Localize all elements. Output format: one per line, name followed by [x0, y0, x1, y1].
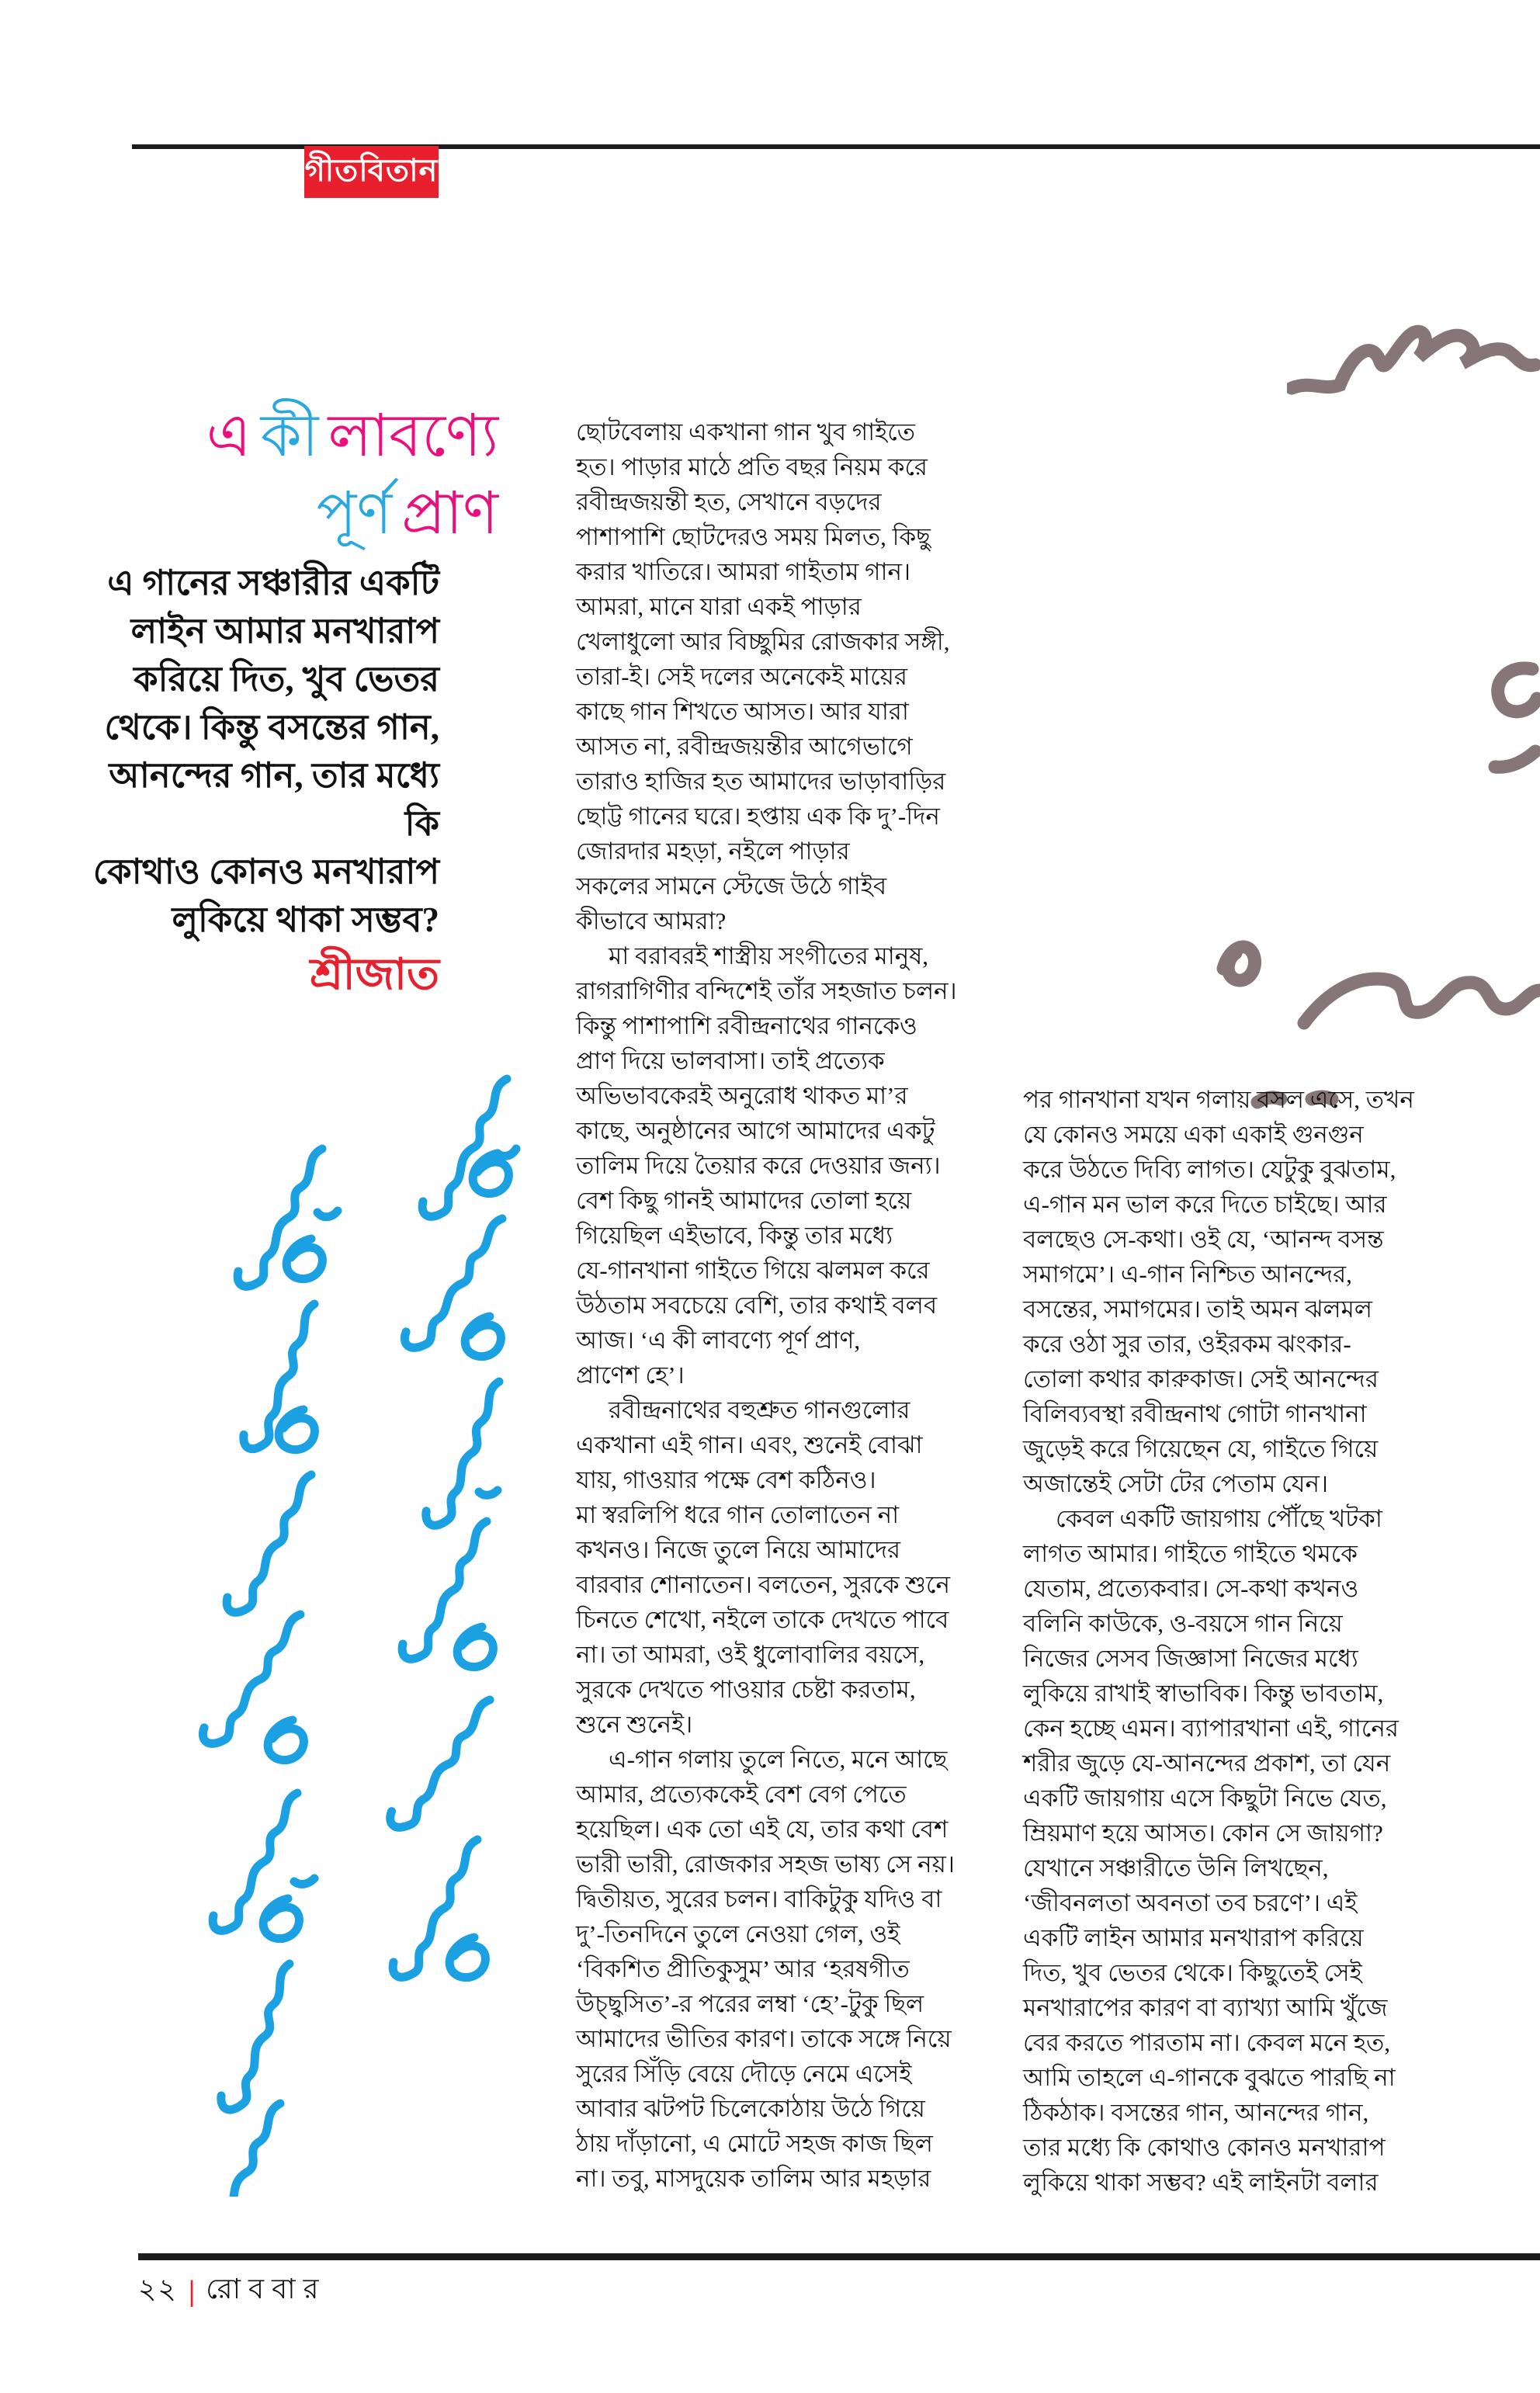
body-line: বেশ কিছু গানই আমাদের তোলা হয়ে: [576, 1187, 912, 1214]
body-line: বারবার শোনাতেন। বলতেন, সুরকে শুনে: [576, 1571, 950, 1598]
body-line: রবীন্দ্রনাথের বহুশ্রুত গানগুলোর: [609, 1396, 910, 1424]
body-line: গিয়েছিল এইভাবে, কিন্তু তার মধ্যে: [576, 1222, 893, 1249]
body-line: উঠতাম সবচেয়ে বেশি, তার কথাই বলব: [576, 1292, 938, 1319]
standfirst-line: আনন্দের গান, তার মধ্যে কি: [109, 756, 439, 843]
author-byline: শ্রীজাত: [310, 951, 439, 999]
body-line: না। তা আমরা, ওই ধুলোবালির বয়সে,: [576, 1641, 925, 1668]
body-line: খেলাধুলো আর বিচ্ছুমির রোজকার সঙ্গী,: [576, 628, 950, 655]
body-line: লাগত আমার। গাইতে গাইতে থমকে: [1023, 1540, 1358, 1567]
body-line: আমাদের ভীতির কারণ। তাকে সঙ্গে নিয়ে: [576, 2025, 952, 2052]
headline-word: এ: [206, 404, 251, 469]
body-line: ঠায় দাঁড়ানো, এ মোটে সহজ কাজ ছিল: [576, 2130, 933, 2157]
body-line: আমি তাহলে এ-গানকে বুঝতে পারছি না: [1023, 2064, 1396, 2091]
blue-calligraphy-image: [198, 1056, 563, 2197]
body-line: আমরা, মানে যারা একই পাড়ার: [576, 593, 862, 620]
body-line: বিলিব্যবস্থা রবীন্দ্রনাথ গোটা গানখানা: [1023, 1400, 1367, 1427]
body-line: আজ। ‘এ কী লাবণ্যে পূর্ণ প্রাণ,: [576, 1327, 861, 1354]
body-line: মা বরাবরই শাস্ত্রীয় সংগীতের মানুষ,: [609, 942, 929, 969]
body-line: ছোটবেলায় একখানা গান খুব গাইতে: [576, 418, 915, 446]
body-line: যে-গানখানা গাইতে গিয়ে ঝলমল করে: [576, 1257, 930, 1284]
body-line: একখানা এই গান। এবং, শুনেই বোঝা: [576, 1431, 923, 1458]
body-line: পর গানখানা যখন গলায় বসল এসে, তখন: [1023, 1086, 1414, 1113]
body-line: ম্রিয়মাণ হয়ে আসত। কোন সে জায়গা?: [1023, 1819, 1383, 1847]
standfirst-line: করিয়ে দিত, খুব ভেতর: [134, 660, 439, 699]
body-line: এ-গান গলায় তুলে নিতে, মনে আছে: [609, 1746, 948, 1773]
body-line: ছোট্ট গানের ঘরে। হপ্তায় এক কি দু’-দিন: [576, 803, 940, 830]
body-line: নিজের সেসব জিজ্ঞাসা নিজের মধ্যে: [1023, 1645, 1358, 1672]
body-line: হত। পাড়ার মাঠে প্রতি বছর নিয়ম করে: [576, 453, 928, 480]
body-line: দু’-তিনদিনে তুলে নেওয়া গেল, ওই: [576, 1920, 900, 1947]
body-line: শুনে শুনেই।: [576, 1711, 693, 1738]
body-line: কেবল একটি জায়গায় পৌঁছে খটকা: [1056, 1505, 1382, 1532]
body-line: তালিম দিয়ে তৈয়ার করে দেওয়ার জন্য।: [576, 1152, 941, 1179]
article-column-1: [576, 414, 980, 2196]
body-line: করে উঠতে দিব্যি লাগত। যেটুকু বুঝতাম,: [1023, 1156, 1396, 1183]
body-line: বলিনি কাউকে, ও-বয়সে গান নিয়ে: [1023, 1610, 1343, 1637]
body-line: লুকিয়ে রাখাই স্বাভাবিক। কিন্তু ভাবতাম,: [1023, 1680, 1384, 1707]
body-line: সমাগমে’। এ-গান নিশ্চিত আনন্দের,: [1023, 1261, 1352, 1288]
standfirst: [85, 559, 439, 944]
body-line: কীভাবে আমরা?: [576, 907, 727, 935]
manuscript-scribble-1: [1287, 317, 1540, 418]
body-line: দিত, খুব ভেতর থেকে। কিছুতেই সেই: [1023, 1959, 1362, 1986]
body-line: হয়েছিল। এক তো এই যে, তার কথা বেশ: [576, 1816, 949, 1843]
body-line: যে কোনও সময়ে একা একাই গুনগুন: [1023, 1121, 1364, 1148]
body-line: একটি লাইন আমার মনখারাপ করিয়ে: [1023, 1924, 1364, 1951]
body-line: সকলের সামনে স্টেজে উঠে গাইব: [576, 872, 887, 900]
body-line: যেখানে সঞ্চারীতে উনি লিখছেন,: [1023, 1854, 1329, 1881]
body-line: শরীর জুড়ে যে-আনন্দের প্রকাশ, তা যেন: [1023, 1750, 1391, 1777]
body-line: অভিভাবকেরই অনুরোধ থাকত মা’র: [576, 1082, 908, 1109]
body-line: একটি জায়গায় এসে কিছুটা নিভে যেত,: [1023, 1784, 1387, 1812]
body-line: উচ্ছ্বসিত’-র পরের লম্বা ‘হে’-টুকু ছিল: [576, 1990, 924, 2017]
body-line: তার মধ্যে কি কোথাও কোনও মনখারাপ: [1023, 2134, 1386, 2161]
body-line: কাছে গান শিখতে আসত। আর যারা: [576, 698, 909, 725]
standfirst-line: থেকে। কিন্তু বসন্তের গান,: [104, 708, 439, 747]
body-line: ‘জীবনলতা অবনতা তব চরণে’। এই: [1023, 1889, 1358, 1916]
standfirst-line: লুকিয়ে থাকা সম্ভব?: [172, 900, 439, 939]
body-line: করার খাতিরে। আমরা গাইতাম গান।: [576, 558, 911, 585]
page-title: [93, 397, 498, 553]
page-number: ২২: [138, 2273, 178, 2305]
body-line: মনখারাপের কারণ বা ব্যাখ্যা আমি খুঁজে: [1023, 1994, 1388, 2021]
body-line: জুড়েই করে গিয়েছেন যে, গাইতে গিয়ে: [1023, 1435, 1379, 1462]
blue-calligraphy-strokes: [198, 1056, 563, 2197]
body-line: আমার, প্রত্যেককেই বেশ বেগ পেতে: [576, 1781, 907, 1808]
body-line: করে ওঠা সুর তার, ওইরকম ঝংকার-: [1023, 1330, 1351, 1358]
body-line: ‘বিকশিত প্রীতিকুসুম’ আর ‘হরষগীত: [576, 1955, 910, 1982]
standfirst-line: এ গানের সঞ্চারীর একটি: [107, 564, 439, 602]
body-line: না। তবু, মাসদুয়েক তালিম আর মহড়ার: [576, 2165, 931, 2192]
headline-word: প্রাণ: [401, 481, 498, 546]
headline-word: কী: [260, 404, 319, 469]
headline-line-2: [93, 475, 498, 553]
section-tag-label: গীতবিতান: [304, 153, 439, 188]
footer-separator: |: [188, 2275, 196, 2308]
magazine-name: রোববার: [206, 2273, 327, 2305]
body-line: প্রাণ দিয়ে ভালবাসা। তাই প্রত্যেক: [576, 1047, 885, 1074]
body-line: চিনতে শেখো, নইলে তাকে দেখতে পাবে: [576, 1606, 949, 1633]
body-line: জোরদার মহড়া, নইলে পাড়ার: [576, 838, 850, 865]
body-line: সুরকে দেখতে পাওয়ার চেষ্টা করতাম,: [576, 1676, 916, 1703]
body-line: বসন্তের, সমাগমের। তাই অমন ঝলমল: [1023, 1295, 1372, 1323]
body-line: লুকিয়ে থাকা সম্ভব? এই লাইনটা বলার: [1023, 2169, 1379, 2196]
body-line: পাশাপাশি ছোটদেরও সময় মিলত, কিছু: [576, 523, 931, 550]
page-footer: [138, 2268, 326, 2315]
body-line: রাগরাগিণীর বন্দিশেই তাঁর সহজাত চলন।: [576, 977, 957, 1004]
body-line: মা স্বরলিপি ধরে গান তোলাতেন না: [576, 1501, 900, 1528]
body-line: যায়, গাওয়ার পক্ষে বেশ কঠিনও।: [576, 1466, 876, 1493]
body-line: বলছেও সে-কথা। ওই যে, ‘আনন্দ বসন্ত: [1023, 1226, 1384, 1253]
section-tag: [304, 146, 439, 198]
headline-word: পূর্ণ: [316, 481, 393, 546]
standfirst-line: কোথাও কোনও মনখারাপ: [92, 852, 439, 891]
body-line: এ-গান মন ভাল করে দিতে চাইছে। আর: [1023, 1191, 1387, 1218]
body-line: দ্বিতীয়ত, সুরের চলন। বাকিটুকু যদিও বা: [576, 1885, 942, 1913]
body-line: কেন হচ্ছে এমন। ব্যাপারখানা এই, গানের: [1023, 1715, 1399, 1742]
manuscript-scribble-2: [1481, 658, 1540, 790]
headline-line-1: [93, 397, 498, 475]
body-line: সুরের সিঁড়ি বেয়ে দৌড়ে নেমে এসেই: [576, 2060, 912, 2087]
body-line: ঠিকঠাক। বসন্তের গান, আনন্দের গান,: [1023, 2099, 1369, 2126]
body-line: ভারী ভারী, রোজকার সহজ ভাষ্য সে নয়।: [576, 1850, 955, 1878]
body-line: কিন্তু পাশাপাশি রবীন্দ্রনাথের গানকেও: [576, 1012, 917, 1039]
body-line: আবার ঝটপট চিলেকোঠায় উঠে গিয়ে: [576, 2095, 925, 2122]
body-line: কখনও। নিজে তুলে নিয়ে আমাদের: [576, 1536, 901, 1563]
body-line: কাছে, অনুষ্ঠানের আগে আমাদের একটু: [576, 1117, 935, 1144]
article-column-2: [1023, 1082, 1414, 2200]
body-line: তারাও হাজির হত আমাদের ভাড়াবাড়ির: [576, 768, 946, 795]
body-line: রবীন্দ্রজয়ন্তী হত, সেখানে বড়দের: [576, 488, 882, 515]
body-line: তোলা কথার কারুকাজ। সেই আনন্দের: [1023, 1365, 1379, 1392]
body-line: অজান্তেই সেটা টের পেতাম যেন।: [1023, 1470, 1329, 1497]
body-line: তারা-ই। সেই দলের অনেকেই মায়ের: [576, 663, 907, 690]
standfirst-line: লাইন আমার মনখারাপ: [130, 612, 439, 650]
body-line: আসত না, রবীন্দ্রজয়ন্তীর আগেভাগে: [576, 733, 913, 760]
headline-word: লাবণ্যে: [328, 404, 498, 469]
bottom-rule: [138, 2253, 1540, 2260]
body-line: প্রাণেশ হে’।: [576, 1361, 685, 1389]
body-line: যেতাম, প্রত্যেকবার। সে-কথা কখনও: [1023, 1575, 1359, 1602]
body-line: বের করতে পারতাম না। কেবল মনে হত,: [1023, 2029, 1391, 2056]
